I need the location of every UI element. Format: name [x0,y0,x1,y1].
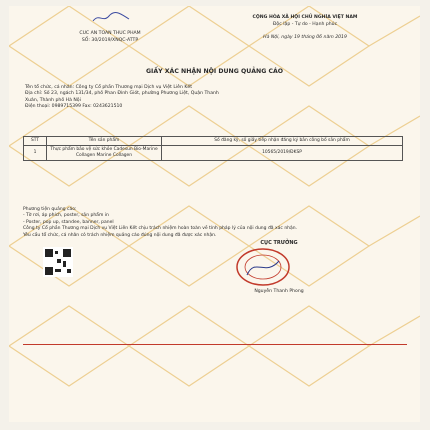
document-number: SỐ: 30/2019/XNQC-ATTP [81,38,139,43]
info-line: Điện thoại: 0989715399 Fax: 0243621510 [25,104,123,110]
note-line: Công ty Cổ phần Thương mại Dịch vụ Việt Liên Kết chịu trách nhiệm hoàn toàn về tính pháp lý của nội dung đã xác nhận. [23,226,298,232]
divider [23,344,407,345]
product-table [23,136,403,161]
motto: Độc lập - Tự do - Hạnh phúc [272,22,338,27]
column-header: STT [24,137,47,146]
issuer-org: CUC AN TOAN THUC PHAM [79,31,141,36]
country-heading: CỘNG HÒA XÃ HỘI CHỦ NGHĨA VIỆT NAM [252,15,358,20]
document-title: GIẤY XÁC NHẬN NỘI DUNG QUẢNG CÁO [145,68,284,75]
signer-name: Nguyễn Thanh Phong [254,289,304,294]
signer-title: CỤC TRƯỞNG [260,240,298,246]
note-line: Yêu cầu tổ chức, cá nhân có trách nhiệm quảng cáo đúng nội dung đã được xác nhận. [23,232,217,238]
qr-code-icon [43,247,73,277]
table-header-row [24,137,403,146]
cell-stt: 1 [24,146,47,161]
column-header: Số đăng ký, số giấy tiếp nhận đăng ký bản công bố sản phẩm [162,137,403,146]
note-line: Phương tiện quảng cáo: [23,207,77,212]
info-line: Tên tổ chức, cá nhân: Công ty Cổ phần Thương mại Dịch vụ Việt Liên Kết [25,85,192,90]
applicant-info [25,85,405,111]
table-row [24,146,403,161]
note-line: - Tờ rơi, áp phích, poster, sản phẩm in [23,213,109,219]
info-line: Xuân, Thành phố Hà Nội [25,97,81,103]
cell-registration: 10565/2019/ĐKSP [162,146,403,161]
signature-mark [91,12,131,24]
info-line: Địa chỉ: Số 23, ngách 131/34, phố Phan Đình Giót, phường Phương Liệt, Quận Thanh [25,91,219,97]
note-line: - Poster, pop up, standee, banner, panel [23,219,114,225]
column-header: Tên sản phẩm [47,137,162,146]
notes-block [23,207,408,239]
document-page [9,6,420,422]
issue-date: Hà Nội, ngày 19 tháng 06 năm 2019 [263,35,347,40]
cell-product-name: Thực phẩm bảo vệ sức khỏe Cadesun Bio-Marine Collagen Marine Collagen [47,146,162,161]
official-stamp [235,247,291,287]
national-header [205,14,405,41]
